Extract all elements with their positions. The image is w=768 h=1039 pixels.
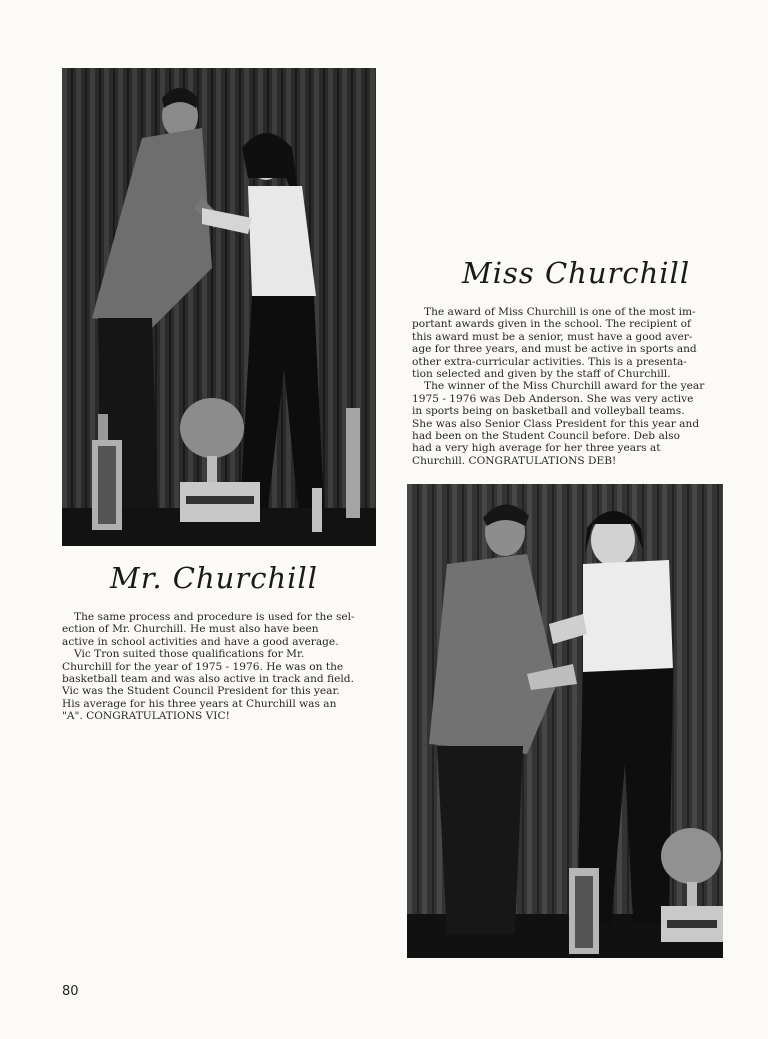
text-line: Churchill. CONGRATULATIONS DEB! bbox=[412, 454, 617, 467]
mr-churchill-heading: Mr. Churchill bbox=[110, 561, 318, 595]
page-number: 80 bbox=[62, 984, 79, 999]
photo-illustration bbox=[407, 484, 723, 958]
text-line: His average for his three years at Churchill was an bbox=[62, 697, 337, 710]
photo-miss-churchill-presentation bbox=[62, 68, 376, 546]
text-line: Churchill for the year of 1975 - 1976. He was on the bbox=[62, 660, 344, 673]
miss-churchill-heading: Miss Churchill bbox=[462, 256, 691, 290]
text-line: The award of Miss Churchill is one of the most im- bbox=[424, 306, 696, 318]
text-line: Vic was the Student Council President for this year. bbox=[62, 685, 340, 698]
text-line: portant awards given in the school. The recipient of bbox=[412, 318, 691, 331]
photo-illustration bbox=[62, 68, 376, 546]
text-line: active in school activities and have a good average. bbox=[62, 635, 339, 648]
text-line: The same process and procedure is used for the sel- bbox=[74, 611, 355, 623]
text-line: other extra-curricular activities. This is a presenta- bbox=[412, 355, 687, 368]
text-line: this award must be a senior, must have a good aver- bbox=[412, 330, 693, 343]
text-line: The winner of the Miss Churchill award for the year bbox=[424, 380, 705, 393]
text-line: basketball team and was also active in track and field. bbox=[62, 673, 354, 686]
text-line: 1975 - 1976 was Deb Anderson. She was very active bbox=[412, 392, 694, 405]
photo-mr-churchill-handshake bbox=[407, 484, 723, 958]
miss-churchill-article bbox=[412, 306, 728, 467]
text-line: had a very high average for her three years at bbox=[412, 442, 661, 455]
text-line: tion selected and given by the staff of Churchill. bbox=[412, 368, 671, 381]
mr-churchill-article bbox=[62, 611, 386, 723]
text-line: in sports being on basketball and volleyball teams. bbox=[412, 405, 685, 418]
text-line: She was also Senior Class President for this year and bbox=[412, 417, 700, 430]
text-line: had been on the Student Council before. Deb also bbox=[412, 430, 680, 443]
text-line: "A". CONGRATULATIONS VIC! bbox=[62, 710, 230, 723]
text-line: ection of Mr. Churchill. He must also have been bbox=[62, 623, 319, 636]
text-line: age for three years, and must be active in sports and bbox=[412, 343, 697, 356]
text-line: Vic Tron suited those qualifications for Mr. bbox=[74, 648, 305, 661]
